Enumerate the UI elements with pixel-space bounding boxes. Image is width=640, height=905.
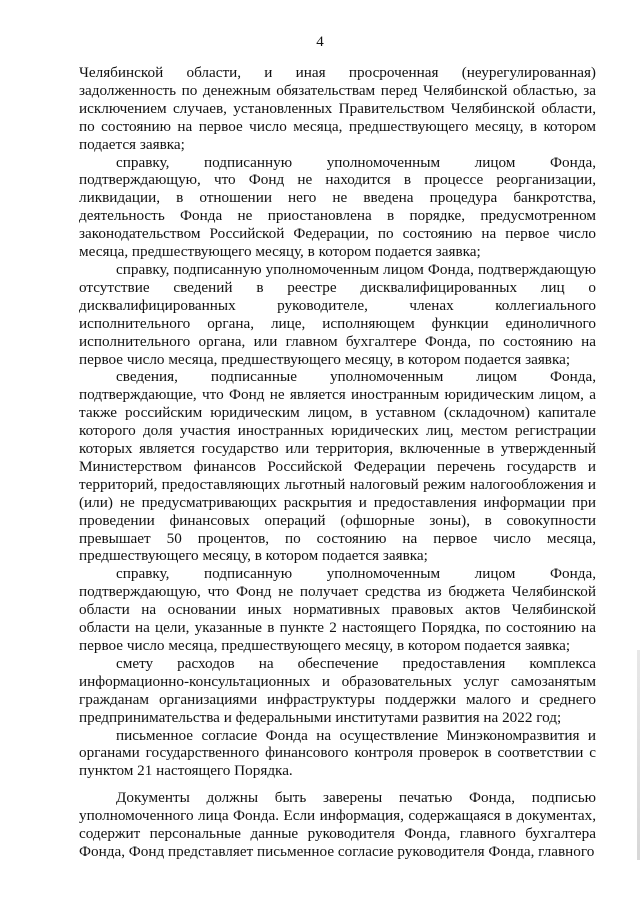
paragraph-document-certification: Документы должны быть заверены печатью Фонда, подписью уполномоченного лица Фонда. Если информация, содержащаяся в документах, содержит персональные данные руководителя Фонда, главного бухгалтера Фонда, Фонд представляет письменное согласие руководителя Фонда, главного <box>79 789 596 860</box>
page-number: 4 <box>316 34 324 50</box>
paragraph-written-consent: письменное согласие Фонда на осуществление Минэкономразвития и органами государственного финансового контроля проверок в соответствии с пунктом 21 настоящего Порядка. <box>79 726 596 780</box>
paragraph-disqualified-persons-certificate: справку, подписанную уполномоченным лицом Фонда, подтверждающую отсутствие сведений в реестре дисквалифицированных лиц о дисквалифицированных руководителе, членах коллегиального исполнительного органа, лице, исполняющем функции единоличного исполнительного органа, или главном бухгалтере Фонда, по состоянию на первое число месяца, предшествующего месяцу, в котором подается заявка; <box>79 260 596 368</box>
paragraph-reorganization-certificate: справку, подписанную уполномоченным лицом Фонда, подтверждающую, что Фонд не находится в процессе реорганизации, ликвидации, в отношении него не введена процедура банкротства, деятельность Фонда не приостановлена в порядке, предусмотренном законодательством Российской Федерации, по состоянию на первое число месяца, предшествующего месяцу, в котором подается заявка; <box>79 153 596 261</box>
paragraph-foreign-entity-info: сведения, подписанные уполномоченным лицом Фонда, подтверждающие, что Фонд не является иностранным юридическим лицом, а также российским юридическим лицом, в уставном (складочном) капитале которого доля участия иностранных юридических лиц, местом регистрации которых является государство или территория, включенные в утвержденный Министерством финансов Российской Федерации перечень государств и территорий, предоставляющих льготный налоговый режим налогообложения и (или) не предусматривающих раскрытия и предоставления информации при проведении финансовых операций (офшорные зоны), в совокупности превышает 50 процентов, по состоянию на первое число месяца, предшествующего месяцу, в котором подается заявка; <box>79 368 596 565</box>
paragraph-budget-funds-certificate: справку, подписанную уполномоченным лицом Фонда, подтверждающую, что Фонд не получает средства из бюджета Челябинской области на основании иных нормативных правовых актов Челябинской области на цели, указанные в пункте 2 настоящего Порядка, по состоянию на первое число месяца, предшествующего месяцу, в котором подается заявка; <box>79 565 596 654</box>
paragraph-continuation: Челябинской области, и иная просроченная (неурегулированная) задолженность по денежным обязательствам перед Челябинской областью, за исключением случаев, установленных Правительством Челябинской области, по состоянию на первое число месяца, предшествующего месяцу, в котором подается заявка; <box>79 64 596 153</box>
paragraph-expense-estimate: смету расходов на обеспечение предоставления комплекса информационно-консультационных и образовательных услуг самозанятым гражданам организациями инфраструктуры поддержки малого и среднего предпринимательства и федеральными институтами развития на 2022 год; <box>79 654 596 726</box>
document-body <box>79 64 596 861</box>
